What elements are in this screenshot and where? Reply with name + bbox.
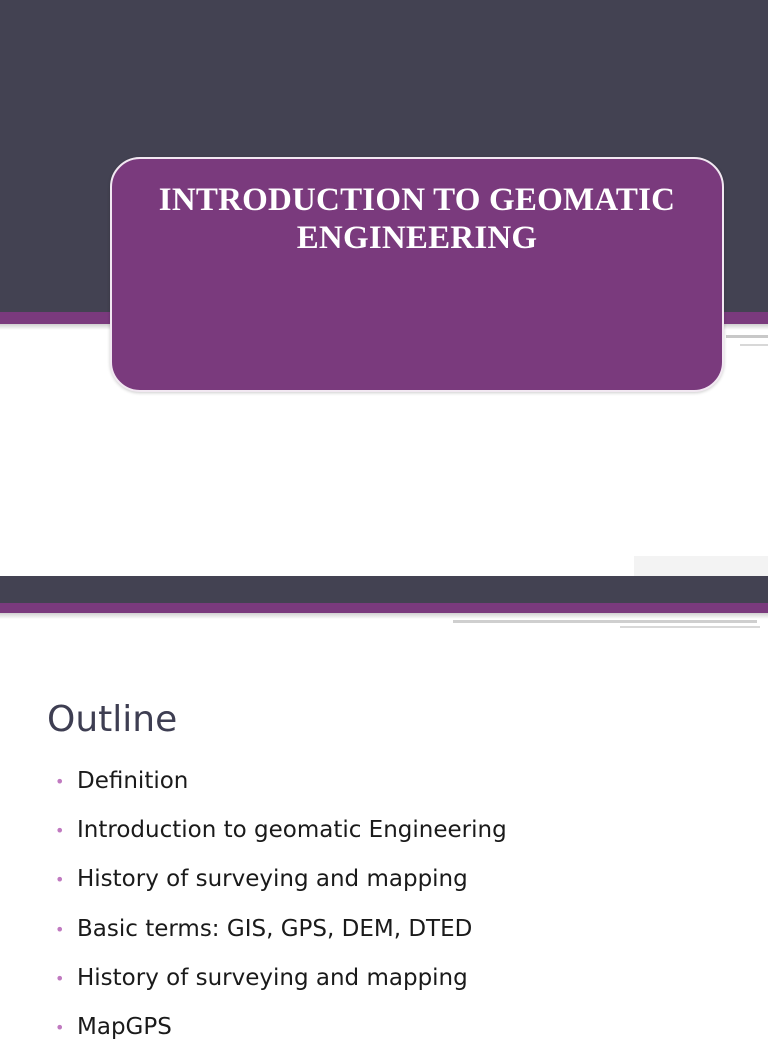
list-item-text: History of surveying and mapping: [77, 866, 468, 893]
decorative-line: [740, 344, 768, 346]
bullet-icon: •: [55, 772, 65, 791]
decorative-line: [726, 335, 768, 338]
outline-heading: Outline: [47, 699, 178, 740]
stripe-shadow: [0, 613, 768, 619]
bullet-icon: •: [55, 919, 65, 939]
outline-slide: [0, 576, 768, 1040]
title-box: [110, 157, 724, 392]
bullet-icon: •: [55, 821, 65, 841]
decorative-line: [453, 620, 757, 623]
list-item-text: Introduction to geomatic Engineering: [77, 817, 507, 844]
decorative-line: [620, 626, 760, 628]
list-item-text: Basic terms: GIS, GPS, DEM, DTED: [77, 915, 473, 942]
bullet-icon: •: [55, 870, 65, 890]
bullet-icon: •: [55, 1017, 65, 1037]
bullet-icon: •: [55, 968, 65, 988]
slide-title: INTRODUCTION TO GEOMATIC ENGINEERING: [158, 182, 676, 256]
header-band: [0, 576, 768, 603]
list-item-text: MapGPS: [77, 1013, 172, 1040]
accent-stripe: [0, 603, 768, 613]
list-item-text: Definition: [77, 768, 189, 794]
list-item-text: History of surveying and mapping: [77, 964, 468, 991]
slide-corner-shade: [634, 556, 768, 576]
